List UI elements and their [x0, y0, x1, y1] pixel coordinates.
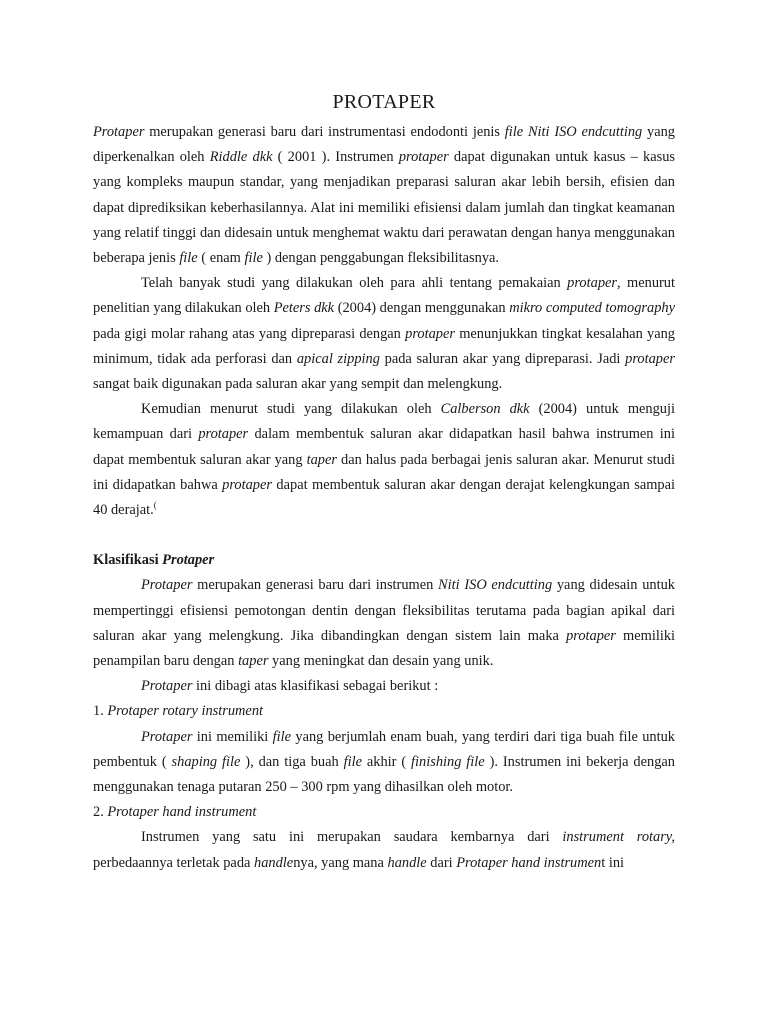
text-run: ) dengan penggabungan fleksibilitasnya.: [262, 250, 500, 267]
italic-run: Calberson dkk: [440, 401, 530, 418]
list-item-label-1: [93, 699, 675, 724]
italic-run: protaper: [405, 325, 455, 342]
italic-run: Protaper: [141, 577, 193, 594]
text-run: pada saluran akar yang dipreparasi. Jadi: [379, 350, 626, 367]
list-item-title: Protaper rotary instrument: [107, 703, 264, 720]
italic-run: file: [244, 250, 263, 267]
text-run: ini dibagi atas klasifikasi sebagai berikut :: [192, 678, 439, 695]
text-run: pada gigi molar rahang atas yang dipreparasi dengan: [93, 325, 406, 342]
italic-run: apical zipping: [296, 350, 380, 367]
text-run: , menurut penelitian yang dilakukan oleh: [93, 275, 676, 317]
list-item-number: 1.: [93, 703, 108, 720]
text-run: ( enam: [197, 250, 245, 267]
text-run: memiliki penampilan baru dengan: [93, 627, 676, 670]
italic-run: Niti ISO endcutting: [438, 577, 553, 594]
text-run: yang berjumlah enam buah, yang terdiri dari tiga buah file untuk pembentuk (: [93, 728, 675, 770]
text-run: sangat baik digunakan pada saluran akar yang sempit dan melengkung.: [93, 376, 503, 393]
italic-run: mikro computed tomography: [509, 300, 675, 317]
text-run: dalam membentuk saluran akar didapatkan hasil bahwa instrumen ini dapat membentuk saluran akar yang: [93, 426, 675, 468]
italic-run: taper: [238, 653, 269, 670]
italic-run: Riddle dkk: [209, 149, 273, 166]
italic-run: file: [179, 250, 198, 267]
italic-run: file: [272, 728, 292, 745]
text-run: merupakan generasi baru dari instrumentasi endodonti jenis: [144, 124, 505, 140]
footnote-marker: (: [153, 500, 157, 511]
text-run: dapat digunakan untuk kasus – kasus yang kompleks maupun standar, yang menjadikan preparasi saluran akar lebih bersih, efisien dan dapat diprediksikan keberhasilannya. Alat ini memiliki efisiensi dalam jumlah dan tingkat keamanan yang relatif tinggi dan didesain untuk menghemat waktu dari perawatan dengan hanya menggunakan beberapa jenis: [93, 149, 675, 267]
italic-run: file: [343, 753, 362, 770]
italic-run: handle: [254, 854, 294, 871]
italic-run: Protaper: [93, 124, 145, 140]
text-run: yang diperkenalkan oleh: [93, 124, 675, 166]
italic-run: instrument rotary,: [562, 829, 675, 846]
italic-run: Protaper: [141, 678, 193, 695]
text-run: yang meningkat dan desain yang unik.: [268, 653, 494, 670]
paragraph-calberson: [93, 397, 675, 523]
list-item-body-2: [93, 825, 675, 875]
italic-run: file Niti ISO endcutting: [504, 124, 643, 140]
text-run: menunjukkan tingkat kesalahan yang minimum, tidak ada perforasi dan: [93, 325, 675, 367]
text-run: t ini: [601, 854, 625, 871]
italic-run: protaper: [567, 275, 618, 292]
text-run: perbedaannya terletak pada: [93, 854, 255, 871]
italic-run: taper: [306, 451, 337, 468]
italic-run: protaper: [566, 627, 616, 644]
section-spacer: [93, 523, 675, 548]
text-run: dapat membentuk saluran akar dengan derajat kelengkungan sampai 40 derajat.: [93, 476, 675, 519]
text-run: Instrumen yang satu ini merupakan saudara kembarnya dari: [141, 829, 563, 846]
text-run: dan halus pada berbagai jenis saluran akar. Menurut studi ini didapatkan bahwa: [93, 451, 675, 493]
section-heading-italic: Protaper: [162, 552, 215, 569]
list-item-title: Protaper hand instrument: [107, 804, 257, 821]
section-heading: [93, 548, 675, 573]
paragraph-intro: [93, 120, 675, 271]
paragraph-classification-lead: [93, 674, 675, 699]
italic-run: Protaper: [141, 728, 193, 745]
italic-run: shaping file: [171, 753, 241, 770]
text-run: (2004) untuk menguji kemampuan dari: [93, 401, 675, 443]
document-page: [93, 86, 675, 876]
italic-run: Peters dkk: [273, 300, 335, 317]
italic-run: Protaper hand instrumen: [456, 854, 602, 871]
italic-run: protaper: [398, 149, 449, 166]
text-run: akhir (: [361, 753, 412, 770]
list-item-label-2: [93, 800, 675, 825]
italic-run: handle: [387, 854, 427, 871]
section-heading-plain: Klasifikasi: [93, 552, 163, 569]
text-run: nya, yang mana: [293, 854, 388, 871]
list-item-body-1: [93, 725, 675, 801]
text-run: Kemudian menurut studi yang dilakukan oleh: [141, 401, 441, 418]
text-run: ). Instrumen ini bekerja dengan menggunakan tenaga putaran 250 – 300 rpm yang dihasilkan oleh motor.: [93, 753, 675, 796]
text-run: ini memiliki: [192, 728, 273, 745]
list-item-number: 2.: [93, 804, 108, 821]
text-run: Telah banyak studi yang dilakukan oleh para ahli tentang pemakaian: [141, 275, 568, 292]
paragraph-studies: [93, 271, 675, 397]
text-run: (2004) dengan menggunakan: [334, 300, 510, 317]
text-run: merupakan generasi baru dari instrumen: [192, 577, 439, 594]
document-title: PROTAPER: [332, 91, 436, 113]
paragraph-classification-intro: [93, 573, 675, 674]
italic-run: finishing file: [411, 753, 485, 770]
italic-run: protaper: [625, 350, 675, 367]
text-run: dari: [426, 854, 457, 871]
italic-run: protaper: [198, 426, 249, 443]
italic-run: protaper: [222, 476, 272, 493]
text-run: ), dan tiga buah: [240, 753, 344, 770]
text-run: yang didesain untuk mempertinggi efisiensi pemotongan dentin dengan fleksibilitas terutama pada bagian apikal dari saluran akar yang melengkung. Jika dibandingkan dengan sistem lain maka: [93, 577, 675, 644]
text-run: ( 2001 ). Instrumen: [272, 149, 399, 166]
